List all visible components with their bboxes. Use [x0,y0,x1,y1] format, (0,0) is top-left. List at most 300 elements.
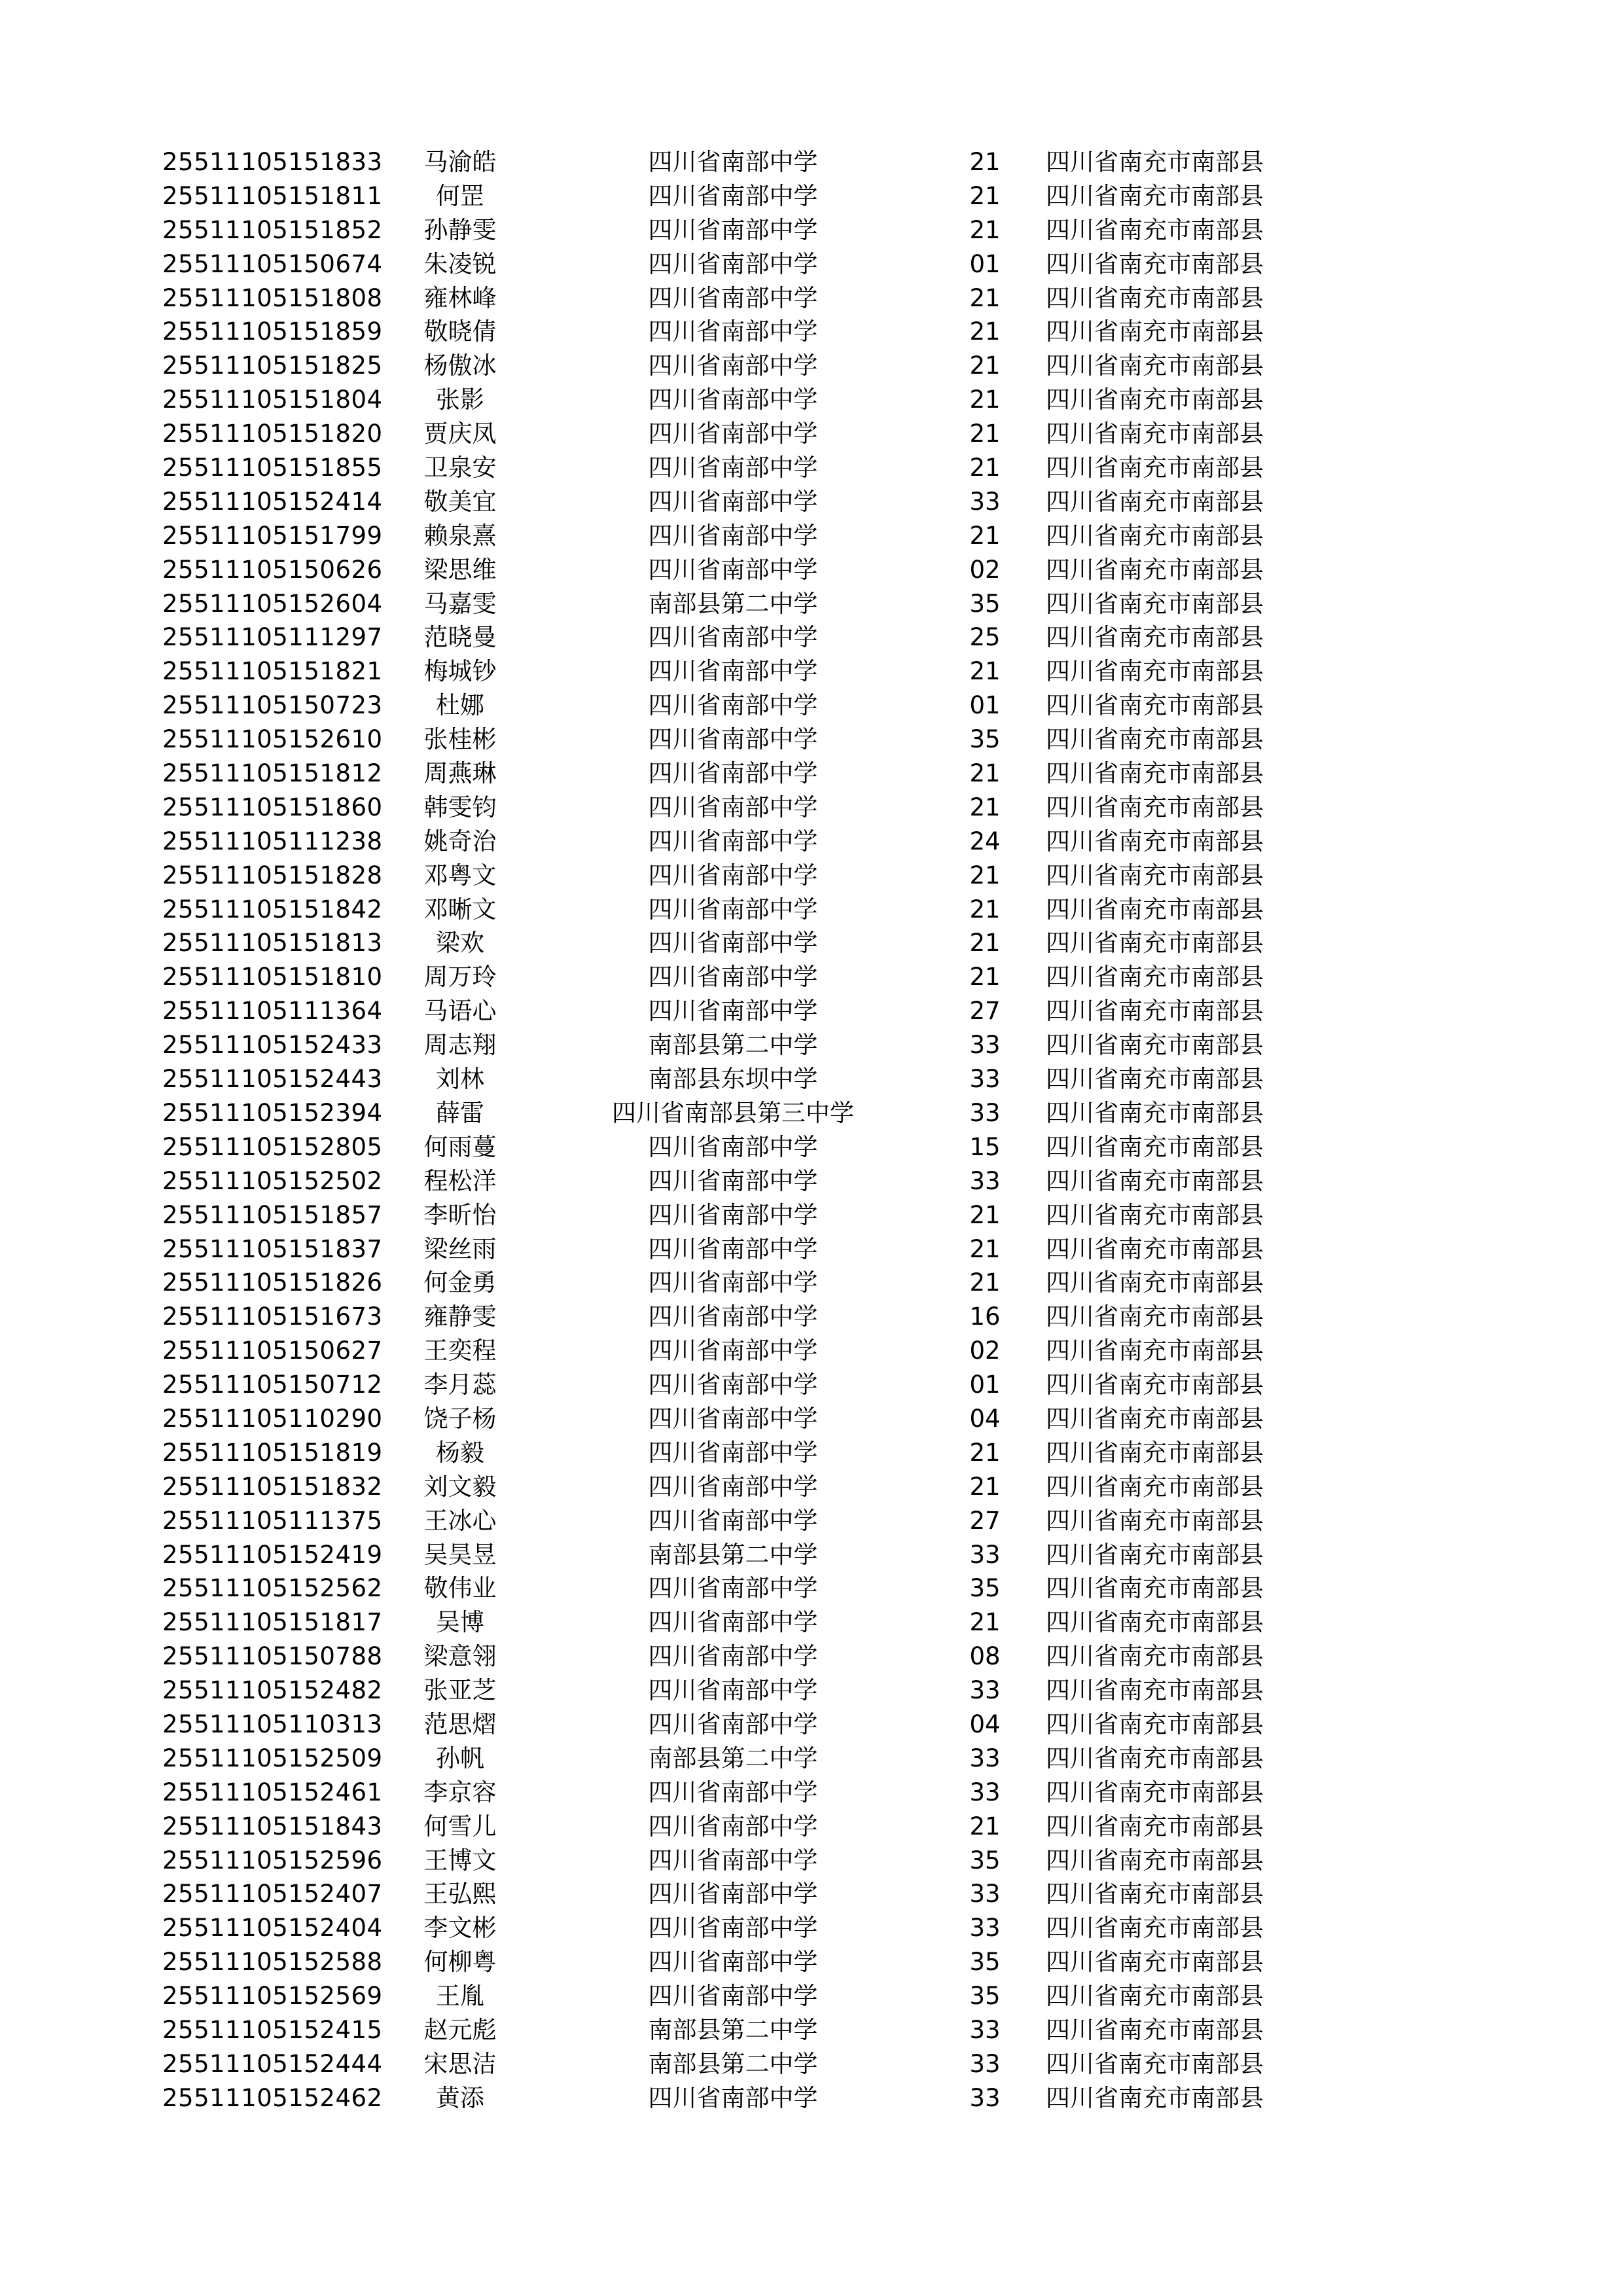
candidate-id: 25511105111364 [162,997,383,1026]
table-row [0,1334,1623,1368]
student-name: 梁意翎 [423,1642,497,1671]
school-name: 四川省南部中学 [648,895,818,924]
student-name: 王奕程 [423,1336,497,1365]
school-name: 四川省南部中学 [648,1880,818,1909]
candidate-id: 25511105152509 [162,1744,383,1772]
table-row [0,1470,1623,1504]
student-name: 王胤 [436,1982,484,2011]
school-name: 四川省南部中学 [648,691,818,720]
category-code: 27 [969,1506,1001,1535]
candidate-id: 25511105152394 [162,1098,383,1127]
region-name: 四川省南充市南部县 [1046,1098,1264,1127]
candidate-id: 25511105151855 [162,454,383,482]
candidate-id: 25511105152562 [162,1574,383,1603]
category-code: 35 [969,589,1001,618]
candidate-id: 25511105151860 [162,793,383,821]
candidate-id: 25511105152462 [162,2083,383,2112]
table-row [0,1776,1623,1810]
candidate-id: 25511105152404 [162,1914,383,1943]
region-name: 四川省南充市南部县 [1046,929,1264,958]
student-name: 李文彬 [423,1914,497,1943]
school-name: 四川省南部中学 [648,1472,818,1501]
table-row [0,1877,1623,1911]
region-name: 四川省南充市南部县 [1046,1404,1264,1433]
school-name: 四川省南部中学 [648,759,818,788]
region-name: 四川省南充市南部县 [1046,487,1264,516]
category-code: 15 [969,1132,1001,1161]
category-code: 01 [969,249,1001,278]
student-name: 张桂彬 [423,725,497,754]
region-name: 四川省南充市南部县 [1046,691,1264,720]
region-name: 四川省南充市南部县 [1046,793,1264,821]
table-row [0,281,1623,315]
school-name: 四川省南部中学 [648,1132,818,1161]
school-name: 四川省南部中学 [648,1642,818,1671]
category-code: 33 [969,1914,1001,1943]
student-name: 何柳粤 [423,1948,497,1977]
category-code: 16 [969,1302,1001,1331]
category-code: 35 [969,725,1001,754]
candidate-id: 25511105150712 [162,1371,383,1399]
school-name: 四川省南部中学 [648,793,818,821]
candidate-id: 25511105150626 [162,555,383,584]
category-code: 08 [969,1642,1001,1671]
table-row [0,1164,1623,1198]
table-row [0,1028,1623,1062]
student-name: 王弘熙 [423,1880,497,1909]
student-name: 王博文 [423,1846,497,1874]
region-name: 四川省南充市南部县 [1046,997,1264,1026]
region-name: 四川省南充市南部县 [1046,1948,1264,1977]
table-row [0,383,1623,417]
region-name: 四川省南充市南部县 [1046,759,1264,788]
region-name: 四川省南充市南部县 [1046,215,1264,244]
table-row [0,1096,1623,1130]
table-row [0,1368,1623,1402]
category-code: 21 [969,1608,1001,1637]
school-name: 四川省南部中学 [648,1778,818,1806]
table-row [0,349,1623,383]
school-name: 四川省南部中学 [648,351,818,380]
region-name: 四川省南充市南部县 [1046,1234,1264,1263]
candidate-id: 25511105150788 [162,1642,383,1671]
school-name: 四川省南部中学 [648,1302,818,1331]
region-name: 四川省南充市南部县 [1046,895,1264,924]
region-name: 四川省南充市南部县 [1046,589,1264,618]
school-name: 四川省南部中学 [648,1371,818,1399]
student-name: 赖泉熹 [423,521,497,550]
candidate-id: 25511105151852 [162,215,383,244]
school-name: 四川省南部县第三中学 [612,1098,854,1127]
region-name: 四川省南充市南部县 [1046,827,1264,855]
table-row [0,1402,1623,1436]
region-name: 四川省南充市南部县 [1046,861,1264,889]
candidate-id: 25511105151817 [162,1608,383,1637]
table-row [0,1979,1623,2013]
category-code: 35 [969,1948,1001,1977]
table-row [0,213,1623,247]
student-name: 雍静雯 [423,1302,497,1331]
category-code: 33 [969,1540,1001,1569]
school-name: 南部县第二中学 [648,1031,818,1060]
school-name: 四川省南部中学 [648,725,818,754]
category-code: 21 [969,148,1001,176]
category-code: 04 [969,1404,1001,1433]
region-name: 四川省南充市南部县 [1046,1574,1264,1603]
candidate-id: 25511105151826 [162,1268,383,1297]
region-name: 四川省南充市南部县 [1046,555,1264,584]
category-code: 21 [969,215,1001,244]
table-row [0,1708,1623,1742]
region-name: 四川省南充市南部县 [1046,1371,1264,1399]
table-row [0,485,1623,519]
table-row [0,893,1623,927]
category-code: 21 [969,317,1001,346]
student-name: 敬晓倩 [423,317,497,346]
table-row [0,994,1623,1028]
student-name: 周志翔 [423,1031,497,1060]
candidate-id: 25511105151812 [162,759,383,788]
candidate-id: 25511105151813 [162,929,383,958]
candidate-id: 25511105151859 [162,317,383,346]
category-code: 33 [969,1744,1001,1772]
candidate-id: 25511105152805 [162,1132,383,1161]
school-name: 四川省南部中学 [648,386,818,414]
region-name: 四川省南充市南部县 [1046,1744,1264,1772]
region-name: 四川省南充市南部县 [1046,1880,1264,1909]
region-name: 四川省南充市南部县 [1046,1676,1264,1705]
student-name: 邓粤文 [423,861,497,889]
candidate-id: 25511105152461 [162,1778,383,1806]
candidate-id: 25511105152588 [162,1948,383,1977]
school-name: 四川省南部中学 [648,1234,818,1263]
school-name: 四川省南部中学 [648,861,818,889]
student-name: 梁欢 [436,929,484,958]
region-name: 四川省南充市南部县 [1046,623,1264,652]
table-row [0,1062,1623,1096]
student-name: 卫泉安 [423,454,497,482]
school-name: 四川省南部中学 [648,1336,818,1365]
candidate-id: 25511105150674 [162,249,383,278]
category-code: 21 [969,454,1001,482]
candidate-id: 25511105151804 [162,386,383,414]
table-row [0,655,1623,689]
student-name: 范晓曼 [423,623,497,652]
region-name: 四川省南充市南部县 [1046,1166,1264,1195]
region-name: 四川省南充市南部县 [1046,1132,1264,1161]
table-row [0,1130,1623,1164]
student-name: 何罡 [436,181,484,210]
region-name: 四川省南充市南部县 [1046,1031,1264,1060]
table-row [0,620,1623,655]
school-name: 四川省南部中学 [648,1948,818,1977]
candidate-id: 25511105151819 [162,1438,383,1467]
school-name: 南部县第二中学 [648,1540,818,1569]
school-name: 四川省南部中学 [648,1574,818,1603]
region-name: 四川省南充市南部县 [1046,249,1264,278]
candidate-id: 25511105152443 [162,1065,383,1094]
region-name: 四川省南充市南部县 [1046,1846,1264,1874]
school-name: 南部县第二中学 [648,2049,818,2078]
table-row [0,1266,1623,1300]
category-code: 21 [969,793,1001,821]
region-name: 四川省南充市南部县 [1046,1778,1264,1806]
student-name: 张影 [436,386,484,414]
student-name: 吴昊昱 [423,1540,497,1569]
student-name: 梁丝雨 [423,1234,497,1263]
school-name: 四川省南部中学 [648,521,818,550]
category-code: 21 [969,759,1001,788]
student-name: 马渝皓 [423,148,497,176]
student-name: 饶子杨 [423,1404,497,1433]
student-name: 周万玲 [423,963,497,992]
student-name: 何雨蔓 [423,1132,497,1161]
candidate-id: 25511105151828 [162,861,383,889]
table-row [0,587,1623,621]
student-name: 马嘉雯 [423,589,497,618]
student-name: 赵元彪 [423,2015,497,2044]
region-name: 四川省南充市南部县 [1046,2049,1264,2078]
candidate-id: 25511105111375 [162,1506,383,1535]
candidate-id: 25511105152604 [162,589,383,618]
category-code: 21 [969,861,1001,889]
category-code: 21 [969,386,1001,414]
school-name: 四川省南部中学 [648,657,818,686]
category-code: 35 [969,1574,1001,1603]
table-row [0,1674,1623,1708]
school-name: 四川省南部中学 [648,181,818,210]
category-code: 33 [969,1778,1001,1806]
school-name: 四川省南部中学 [648,929,818,958]
school-name: 四川省南部中学 [648,1982,818,2011]
student-name: 黄添 [436,2083,484,2112]
candidate-id: 25511105152610 [162,725,383,754]
region-name: 四川省南充市南部县 [1046,521,1264,550]
table-row [0,315,1623,349]
school-name: 四川省南部中学 [648,249,818,278]
region-name: 四川省南充市南部县 [1046,1336,1264,1365]
student-name: 刘林 [436,1065,484,1094]
student-name: 杜娜 [436,691,484,720]
school-name: 四川省南部中学 [648,1710,818,1738]
school-name: 四川省南部中学 [648,1166,818,1195]
category-code: 21 [969,657,1001,686]
candidate-id: 25511105151820 [162,420,383,448]
table-row [0,247,1623,281]
table-row [0,825,1623,859]
school-name: 四川省南部中学 [648,1812,818,1840]
category-code: 02 [969,1336,1001,1365]
candidate-id: 25511105151833 [162,148,383,176]
candidate-id: 25511105110313 [162,1710,383,1738]
region-name: 四川省南充市南部县 [1046,1608,1264,1637]
table-row [0,553,1623,587]
school-name: 四川省南部中学 [648,1404,818,1433]
category-code: 33 [969,1098,1001,1127]
category-code: 25 [969,623,1001,652]
student-name: 梅城钞 [423,657,497,686]
school-name: 四川省南部中学 [648,420,818,448]
school-name: 四川省南部中学 [648,283,818,312]
region-name: 四川省南充市南部县 [1046,351,1264,380]
region-name: 四川省南充市南部县 [1046,1642,1264,1671]
candidate-id: 25511105151799 [162,521,383,550]
region-name: 四川省南充市南部县 [1046,1438,1264,1467]
region-name: 四川省南充市南部县 [1046,420,1264,448]
region-name: 四川省南充市南部县 [1046,725,1264,754]
candidate-id: 25511105151857 [162,1200,383,1229]
table-row [0,1945,1623,1979]
table-row [0,1911,1623,1945]
category-code: 21 [969,351,1001,380]
region-name: 四川省南充市南部县 [1046,1710,1264,1738]
school-name: 四川省南部中学 [648,2083,818,2112]
student-name: 贾庆凤 [423,420,497,448]
student-name: 薛雷 [436,1098,484,1127]
region-name: 四川省南充市南部县 [1046,1812,1264,1840]
student-name: 李昕怡 [423,1200,497,1229]
category-code: 21 [969,1438,1001,1467]
category-code: 21 [969,283,1001,312]
school-name: 南部县第二中学 [648,2015,818,2044]
student-name: 程松洋 [423,1166,497,1195]
candidate-id: 25511105151825 [162,351,383,380]
student-name: 周燕琳 [423,759,497,788]
category-code: 33 [969,1031,1001,1060]
category-code: 33 [969,2049,1001,2078]
student-name: 韩雯钧 [423,793,497,821]
candidate-id: 25511105151811 [162,181,383,210]
candidate-id: 25511105152433 [162,1031,383,1060]
school-name: 四川省南部中学 [648,317,818,346]
student-name: 杨傲冰 [423,351,497,380]
school-name: 四川省南部中学 [648,1268,818,1297]
candidate-id: 25511105151810 [162,963,383,992]
school-name: 南部县第二中学 [648,589,818,618]
category-code: 33 [969,2015,1001,2044]
candidate-id: 25511105151821 [162,657,383,686]
table-row [0,1198,1623,1232]
category-code: 35 [969,1846,1001,1874]
region-name: 四川省南充市南部县 [1046,1506,1264,1535]
table-row [0,1436,1623,1470]
student-name: 敬美宜 [423,487,497,516]
category-code: 33 [969,2083,1001,2112]
category-code: 33 [969,1676,1001,1705]
candidate-id: 25511105150723 [162,691,383,720]
category-code: 33 [969,1166,1001,1195]
school-name: 四川省南部中学 [648,148,818,176]
region-name: 四川省南充市南部县 [1046,181,1264,210]
student-name: 何金勇 [423,1268,497,1297]
candidate-id: 25511105110290 [162,1404,383,1433]
region-name: 四川省南充市南部县 [1046,2015,1264,2044]
student-name: 李京容 [423,1778,497,1806]
table-row [0,519,1623,553]
candidate-id: 25511105152419 [162,1540,383,1569]
school-name: 南部县东坝中学 [648,1065,818,1094]
school-name: 四川省南部中学 [648,215,818,244]
candidate-id: 25511105152415 [162,2015,383,2044]
table-row [0,417,1623,451]
table-row [0,179,1623,213]
region-name: 四川省南充市南部县 [1046,1914,1264,1943]
table-row [0,1844,1623,1878]
candidate-id: 25511105150627 [162,1336,383,1365]
student-name: 李月蕊 [423,1371,497,1399]
school-name: 四川省南部中学 [648,555,818,584]
category-code: 21 [969,521,1001,550]
school-name: 四川省南部中学 [648,997,818,1026]
table-row [0,1810,1623,1844]
school-name: 南部县第二中学 [648,1744,818,1772]
region-name: 四川省南充市南部县 [1046,1982,1264,2011]
candidate-id: 25511105152414 [162,487,383,516]
region-name: 四川省南充市南部县 [1046,1268,1264,1297]
student-name: 孙帆 [436,1744,484,1772]
student-name: 何雪儿 [423,1812,497,1840]
candidate-id: 25511105151673 [162,1302,383,1331]
category-code: 21 [969,420,1001,448]
region-name: 四川省南充市南部县 [1046,963,1264,992]
school-name: 四川省南部中学 [648,1676,818,1705]
school-name: 四川省南部中学 [648,1608,818,1637]
table-row [0,960,1623,994]
category-code: 21 [969,181,1001,210]
student-name: 王冰心 [423,1506,497,1535]
candidate-id: 25511105111238 [162,827,383,855]
candidate-id: 25511105151832 [162,1472,383,1501]
table-row [0,723,1623,757]
table-row [0,1605,1623,1640]
table-row [0,1538,1623,1572]
table-row [0,1571,1623,1605]
category-code: 01 [969,691,1001,720]
candidate-id: 25511105152482 [162,1676,383,1705]
candidate-id: 25511105111297 [162,623,383,652]
region-name: 四川省南充市南部县 [1046,148,1264,176]
category-code: 21 [969,1234,1001,1263]
candidate-id: 25511105151842 [162,895,383,924]
region-name: 四川省南充市南部县 [1046,283,1264,312]
student-name: 姚奇治 [423,827,497,855]
student-name: 吴博 [436,1608,484,1637]
table-row [0,689,1623,723]
table-row [0,1504,1623,1538]
region-name: 四川省南充市南部县 [1046,1302,1264,1331]
category-code: 35 [969,1982,1001,2011]
school-name: 四川省南部中学 [648,1200,818,1229]
student-name: 朱凌锐 [423,249,497,278]
category-code: 21 [969,1200,1001,1229]
category-code: 21 [969,963,1001,992]
candidate-id: 25511105151837 [162,1234,383,1263]
student-name: 宋思洁 [423,2049,497,2078]
category-code: 33 [969,1880,1001,1909]
table-row [0,1742,1623,1776]
table-row [0,2013,1623,2047]
student-name: 孙静雯 [423,215,497,244]
region-name: 四川省南充市南部县 [1046,317,1264,346]
region-name: 四川省南充市南部县 [1046,1540,1264,1569]
student-name: 张亚芝 [423,1676,497,1705]
category-code: 02 [969,555,1001,584]
school-name: 四川省南部中学 [648,1506,818,1535]
region-name: 四川省南充市南部县 [1046,1065,1264,1094]
table-row [0,2047,1623,2081]
school-name: 四川省南部中学 [648,1914,818,1943]
student-name: 马语心 [423,997,497,1026]
